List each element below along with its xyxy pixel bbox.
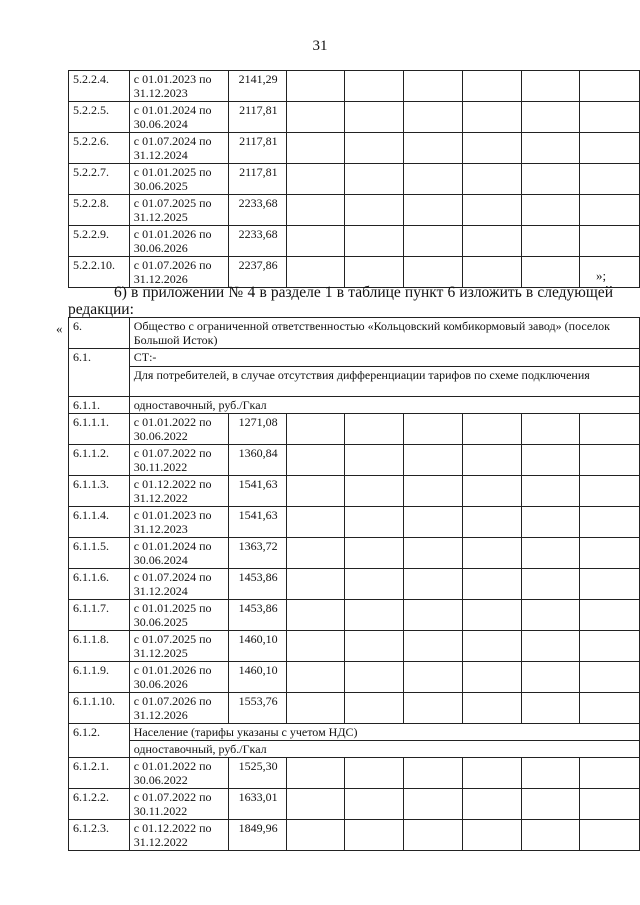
row-period: с 01.07.2022 по 30.11.2022 (129, 445, 228, 476)
empty-cell (345, 164, 404, 195)
row-value: 1541,63 (228, 476, 286, 507)
empty-cell (286, 600, 345, 631)
table-row (69, 693, 640, 724)
empty-cell (580, 102, 640, 133)
empty-cell (462, 693, 521, 724)
row-number: 6.1.2.3. (69, 820, 130, 851)
empty-cell (404, 758, 463, 789)
empty-cell (580, 820, 640, 851)
empty-cell (404, 102, 463, 133)
empty-cell (462, 758, 521, 789)
empty-cell (580, 445, 640, 476)
table-row (69, 226, 640, 257)
empty-cell (345, 693, 404, 724)
empty-cell (286, 445, 345, 476)
row-period: с 01.01.2024 по 30.06.2024 (129, 102, 228, 133)
empty-cell (345, 758, 404, 789)
row-number: 6.1.1.4. (69, 507, 130, 538)
empty-cell (462, 631, 521, 662)
empty-cell (521, 820, 580, 851)
table-row (69, 662, 640, 693)
empty-cell (345, 445, 404, 476)
table-row (69, 507, 640, 538)
row-value: 1453,86 (228, 569, 286, 600)
empty-cell (345, 507, 404, 538)
row-number: 6.1.1.7. (69, 600, 130, 631)
row-value: 1271,08 (228, 414, 286, 445)
row-number: 6.1.1.3. (69, 476, 130, 507)
tariff-table-item-6 (68, 317, 640, 851)
empty-cell (462, 195, 521, 226)
empty-cell (462, 662, 521, 693)
empty-cell (521, 414, 580, 445)
row-period: с 01.01.2025 по 30.06.2025 (129, 164, 228, 195)
empty-cell (345, 662, 404, 693)
empty-cell (345, 820, 404, 851)
empty-cell (462, 789, 521, 820)
row-number: 6.1.1.6. (69, 569, 130, 600)
empty-cell (580, 789, 640, 820)
empty-cell (286, 226, 345, 257)
opening-quote-mark: « (56, 321, 63, 336)
empty-cell (286, 569, 345, 600)
row-period: с 01.01.2026 по 30.06.2026 (129, 226, 228, 257)
empty-cell (286, 257, 345, 288)
row-number: 5.2.2.10. (69, 257, 130, 288)
row-value: 1360,84 (228, 445, 286, 476)
empty-cell (580, 195, 640, 226)
empty-cell (580, 693, 640, 724)
table-row (69, 257, 640, 288)
empty-cell (580, 226, 640, 257)
amendment-paragraph: 6) в приложении № 4 в разделе 1 в таблице пункт 6 изложить в следующей редакции: (68, 284, 613, 318)
table-row (69, 476, 640, 507)
empty-cell (580, 758, 640, 789)
empty-cell (521, 133, 580, 164)
empty-cell (521, 102, 580, 133)
row-period: с 01.07.2026 по 31.12.2026 (129, 257, 228, 288)
table-row (69, 164, 640, 195)
empty-cell (462, 102, 521, 133)
row-period: с 01.12.2022 по 31.12.2022 (129, 820, 228, 851)
empty-cell (345, 414, 404, 445)
row-period: с 01.07.2022 по 30.11.2022 (129, 789, 228, 820)
empty-cell (580, 476, 640, 507)
table-row (69, 102, 640, 133)
empty-cell (286, 507, 345, 538)
row-value: 2117,81 (228, 102, 286, 133)
empty-cell (521, 600, 580, 631)
empty-cell (286, 164, 345, 195)
empty-cell (286, 662, 345, 693)
table-row (69, 789, 640, 820)
empty-cell (404, 414, 463, 445)
empty-cell (580, 569, 640, 600)
empty-cell (404, 600, 463, 631)
empty-cell (345, 195, 404, 226)
table-row (69, 195, 640, 226)
empty-cell (286, 820, 345, 851)
row-value: 1453,86 (228, 600, 286, 631)
empty-cell (286, 693, 345, 724)
empty-cell (580, 631, 640, 662)
empty-cell (521, 758, 580, 789)
empty-cell (462, 71, 521, 102)
table-row (69, 600, 640, 631)
empty-cell (345, 569, 404, 600)
empty-cell (521, 631, 580, 662)
empty-cell (404, 257, 463, 288)
empty-cell (404, 569, 463, 600)
empty-cell (521, 257, 580, 288)
empty-cell (345, 226, 404, 257)
empty-cell (404, 693, 463, 724)
empty-cell (462, 226, 521, 257)
row-number: 6.1.2. (69, 724, 130, 758)
row-number: 5.2.2.5. (69, 102, 130, 133)
table-body-bottom (69, 318, 640, 851)
page-number: 31 (312, 38, 328, 54)
single-rate-row-2 (69, 741, 640, 758)
empty-cell (404, 445, 463, 476)
row-number: 5.2.2.4. (69, 71, 130, 102)
row-period: с 01.01.2023 по 31.12.2023 (129, 507, 228, 538)
population-label: Население (тарифы указаны с учетом НДС) (129, 724, 639, 741)
row-period: с 01.01.2023 по 31.12.2023 (129, 71, 228, 102)
row-number: 6.1. (69, 349, 130, 397)
single-rate-label: одноставочный, руб./Гкал (129, 397, 639, 414)
table-row (69, 538, 640, 569)
empty-cell (521, 538, 580, 569)
row-value: 1553,76 (228, 693, 286, 724)
empty-cell (404, 71, 463, 102)
row-value: 1525,30 (228, 758, 286, 789)
empty-cell (521, 789, 580, 820)
row-value: 1460,10 (228, 631, 286, 662)
row-number: 5.2.2.6. (69, 133, 130, 164)
row-number: 6.1.1.10. (69, 693, 130, 724)
row-value: 1849,96 (228, 820, 286, 851)
row-value: 2233,68 (228, 226, 286, 257)
empty-cell (521, 569, 580, 600)
empty-cell (345, 102, 404, 133)
row-number: 6.1.2.1. (69, 758, 130, 789)
empty-cell (462, 133, 521, 164)
empty-cell (462, 507, 521, 538)
empty-cell (286, 71, 345, 102)
consumers-row (69, 367, 640, 397)
row-value: 2237,86 (228, 257, 286, 288)
empty-cell (521, 164, 580, 195)
empty-cell (580, 414, 640, 445)
empty-cell (580, 71, 640, 102)
empty-cell (286, 631, 345, 662)
org-name: Общество с ограниченной ответственностью «Кольцовский комбикормовый завод» (поселок Большой Исток) (129, 318, 639, 349)
row-number: 6.1.2.2. (69, 789, 130, 820)
single-rate-row (69, 397, 640, 414)
empty-cell (345, 71, 404, 102)
empty-cell (521, 507, 580, 538)
row-value: 2141,29 (228, 71, 286, 102)
empty-cell (286, 538, 345, 569)
st-row (69, 349, 640, 367)
table-row (69, 133, 640, 164)
org-row (69, 318, 640, 349)
row-value: 2117,81 (228, 164, 286, 195)
empty-cell (580, 507, 640, 538)
table-row (69, 631, 640, 662)
empty-cell (580, 662, 640, 693)
empty-cell (404, 164, 463, 195)
empty-cell (404, 631, 463, 662)
empty-cell (286, 133, 345, 164)
table-row (69, 758, 640, 789)
row-period: с 01.07.2024 по 31.12.2024 (129, 133, 228, 164)
empty-cell (521, 693, 580, 724)
consumers-label: Для потребителей, в случае отсутствия дифференциации тарифов по схеме подключения (129, 367, 639, 397)
empty-cell (286, 102, 345, 133)
empty-cell (521, 226, 580, 257)
empty-cell (462, 257, 521, 288)
empty-cell (521, 195, 580, 226)
empty-cell (404, 538, 463, 569)
table-row (69, 820, 640, 851)
st-label: СТ:- (129, 349, 639, 367)
empty-cell (521, 662, 580, 693)
row-number: 5.2.2.8. (69, 195, 130, 226)
empty-cell (286, 414, 345, 445)
row-number: 6.1.1.8. (69, 631, 130, 662)
empty-cell (462, 569, 521, 600)
empty-cell (404, 133, 463, 164)
row-number: 5.2.2.9. (69, 226, 130, 257)
empty-cell (404, 507, 463, 538)
empty-cell (345, 133, 404, 164)
row-period: с 01.07.2026 по 31.12.2026 (129, 693, 228, 724)
row-value: 1460,10 (228, 662, 286, 693)
row-value: 2233,68 (228, 195, 286, 226)
row-number: 5.2.2.7. (69, 164, 130, 195)
empty-cell (462, 600, 521, 631)
empty-cell (404, 195, 463, 226)
empty-cell (404, 789, 463, 820)
closing-quote-mark: »; (596, 268, 607, 283)
row-period: с 01.07.2025 по 31.12.2025 (129, 631, 228, 662)
table-row (69, 569, 640, 600)
empty-cell (462, 820, 521, 851)
empty-cell (286, 789, 345, 820)
empty-cell (286, 195, 345, 226)
row-period: с 01.07.2024 по 31.12.2024 (129, 569, 228, 600)
row-value: 2117,81 (228, 133, 286, 164)
row-period: с 01.01.2022 по 30.06.2022 (129, 758, 228, 789)
row-number: 6.1.1.9. (69, 662, 130, 693)
empty-cell (345, 631, 404, 662)
empty-cell (580, 164, 640, 195)
empty-cell (462, 538, 521, 569)
row-period: с 01.12.2022 по 31.12.2022 (129, 476, 228, 507)
tariff-table-continuation (68, 70, 640, 288)
population-row (69, 724, 640, 741)
row-number: 6.1.1.2. (69, 445, 130, 476)
empty-cell (521, 71, 580, 102)
table-row (69, 414, 640, 445)
row-value: 1363,72 (228, 538, 286, 569)
empty-cell (404, 476, 463, 507)
empty-cell (580, 538, 640, 569)
row-period: с 01.01.2022 по 30.06.2022 (129, 414, 228, 445)
row-period: с 01.01.2025 по 30.06.2025 (129, 600, 228, 631)
row-number: 6.1.1.1. (69, 414, 130, 445)
row-period: с 01.01.2024 по 30.06.2024 (129, 538, 228, 569)
row-period: с 01.07.2025 по 31.12.2025 (129, 195, 228, 226)
empty-cell (580, 133, 640, 164)
row-number: 6.1.1. (69, 397, 130, 414)
empty-cell (286, 758, 345, 789)
row-value: 1541,63 (228, 507, 286, 538)
empty-cell (345, 257, 404, 288)
row-period: с 01.01.2026 по 30.06.2026 (129, 662, 228, 693)
empty-cell (404, 662, 463, 693)
empty-cell (462, 476, 521, 507)
empty-cell (521, 445, 580, 476)
empty-cell (345, 476, 404, 507)
empty-cell (345, 600, 404, 631)
row-value: 1633,01 (228, 789, 286, 820)
empty-cell (345, 789, 404, 820)
empty-cell (286, 476, 345, 507)
empty-cell (404, 820, 463, 851)
row-number: 6. (69, 318, 130, 349)
empty-cell (521, 476, 580, 507)
empty-cell (580, 257, 640, 288)
empty-cell (404, 226, 463, 257)
row-number: 6.1.1.5. (69, 538, 130, 569)
empty-cell (345, 538, 404, 569)
table-body-top (69, 71, 640, 288)
empty-cell (462, 414, 521, 445)
single-rate-label-2: одноставочный, руб./Гкал (129, 741, 639, 758)
empty-cell (462, 445, 521, 476)
table-row (69, 71, 640, 102)
table-row (69, 445, 640, 476)
empty-cell (462, 164, 521, 195)
empty-cell (580, 600, 640, 631)
